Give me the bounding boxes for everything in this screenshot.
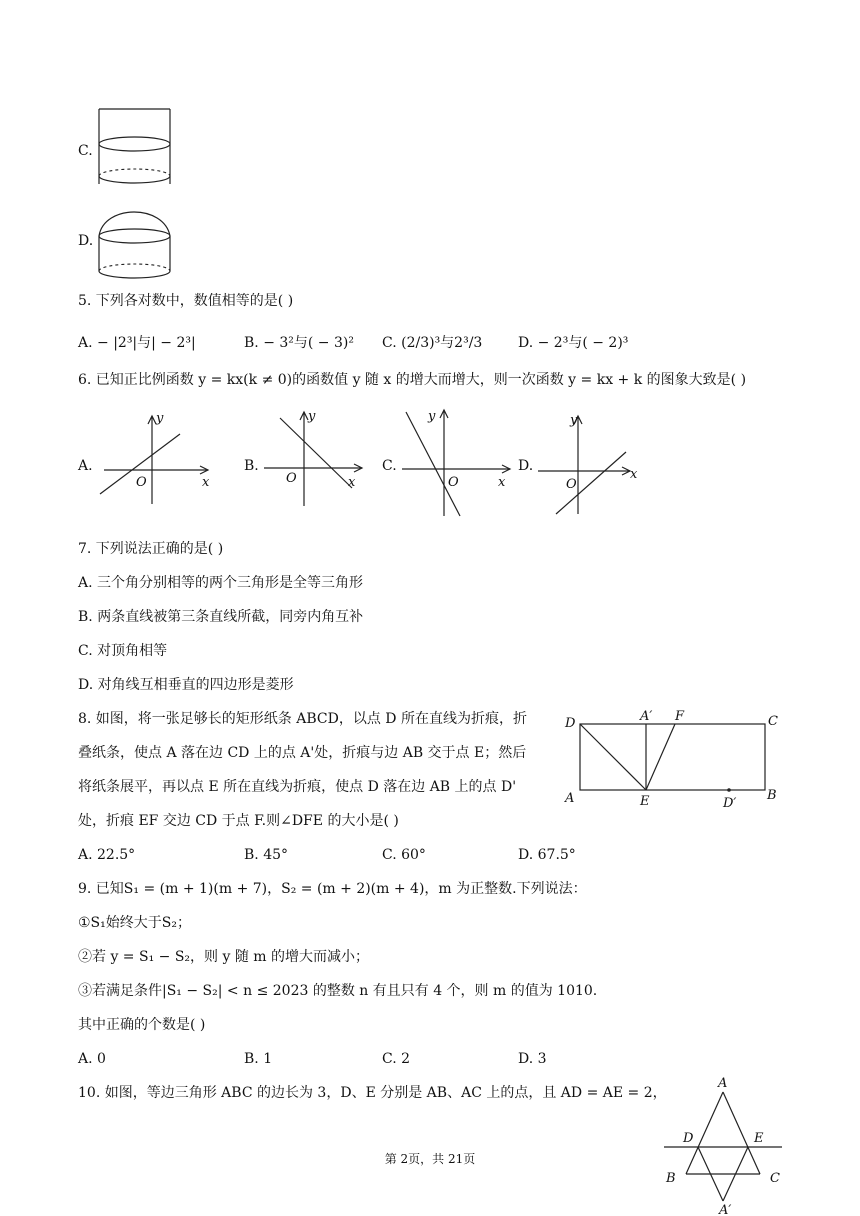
q6-a-y-label: y — [156, 411, 164, 426]
q5-option-c: C. (2/3)³与2³/3 — [382, 335, 483, 351]
q9-statement-1: ①S₁始终大于S₂； — [78, 915, 191, 931]
q6-b-x-label: x — [348, 475, 356, 490]
q6-option-a-graph — [96, 408, 216, 508]
q8-option-b: B. 45° — [244, 847, 289, 863]
q9-statement-3: ③若满足条件|S₁ − S₂| < n ≤ 2023 的整数 n 有且只有 4 个，则 m 的值为 1010. — [78, 983, 598, 999]
q9-option-b: B. 1 — [244, 1051, 273, 1067]
q8-label-b: B — [767, 788, 777, 803]
q4-option-c-label: C. — [78, 143, 93, 159]
q10-label-d: D — [683, 1131, 694, 1146]
q9-option-c: C. 2 — [382, 1051, 411, 1067]
q7-option-d: D. 对角线互相垂直的四边形是菱形 — [78, 677, 294, 693]
q6-option-a-label: A. — [78, 458, 93, 474]
q8-option-c: C. 60° — [382, 847, 426, 863]
q6-option-d-label: D. — [518, 458, 534, 474]
q10-stem: 10. 如图，等边三角形 ABC 的边长为 3，D、E 分别是 AB、AC 上的点，且 AD = AE = 2， — [78, 1085, 667, 1101]
q5-option-b: B. − 3²与( − 3)² — [244, 335, 354, 351]
q6-c-y-label: y — [428, 409, 436, 424]
q7-option-b: B. 两条直线被第三条直线所截，同旁内角互补 — [78, 609, 364, 625]
q6-option-b-graph — [258, 406, 368, 510]
q8-line-4: 处，折痕 EF 交边 CD 于点 F.则∠DFE 的大小是( ) — [78, 813, 399, 829]
q6-stem: 6. 已知正比例函数 y = kx(k ≠ 0)的函数值 y 随 x 的增大而增大，则一次函数 y = kx + k 的图象大致是( ) — [78, 372, 747, 388]
q8-label-c: C — [768, 714, 778, 729]
q7-option-c: C. 对顶角相等 — [78, 643, 168, 659]
q9-statement-2: ②若 y = S₁ − S₂，则 y 随 m 的增大而减小； — [78, 949, 370, 965]
q9-option-a: A. 0 — [78, 1051, 106, 1067]
q8-label-d: D — [565, 716, 576, 731]
q8-label-a-prime: A′ — [640, 709, 653, 724]
q7-stem: 7. 下列说法正确的是( ) — [78, 541, 224, 557]
q8-label-d-prime: D′ — [723, 796, 737, 811]
q6-a-x-label: x — [202, 475, 210, 490]
q6-c-x-label: x — [498, 475, 506, 490]
q5-stem: 5. 下列各对数中，数值相等的是( ) — [78, 293, 294, 309]
q6-d-y-label: y — [570, 413, 578, 428]
q9-option-d: D. 3 — [518, 1051, 547, 1067]
q10-label-e: E — [754, 1131, 764, 1146]
q8-line-2: 叠纸条，使点 A 落在边 CD 上的点 A'处，折痕与边 AB 交于点 E；然后 — [78, 745, 527, 761]
q8-option-a: A. 22.5° — [78, 847, 136, 863]
q8-line-3: 将纸条展平，再以点 E 所在直线为折痕，使点 D 落在边 AB 上的点 D' — [78, 779, 517, 795]
q6-d-origin-label: O — [566, 477, 577, 492]
q4-option-d-figure — [96, 196, 176, 282]
q6-b-origin-label: O — [286, 471, 297, 486]
q8-line-1: 8. 如图，将一张足够长的矩形纸条 ABCD，以点 D 所在直线为折痕，折 — [78, 711, 527, 727]
q8-option-d: D. 67.5° — [518, 847, 576, 863]
q8-label-a: A — [565, 791, 575, 806]
q5-option-a: A. − |2³|与| − 2³| — [78, 335, 196, 351]
q4-option-c-figure — [96, 106, 176, 190]
q6-option-d-graph — [536, 408, 646, 520]
q8-label-e: E — [640, 794, 650, 809]
q9-ask: 其中正确的个数是( ) — [78, 1017, 206, 1033]
q8-figure — [562, 708, 784, 812]
q8-label-f: F — [675, 709, 685, 724]
q7-option-a: A. 三个角分别相等的两个三角形是全等三角形 — [78, 575, 364, 591]
q10-figure — [664, 1074, 784, 1216]
q10-label-a: A — [718, 1076, 728, 1091]
q4-option-d-label: D. — [78, 233, 94, 249]
q9-stem: 9. 已知S₁ = (m + 1)(m + 7)，S₂ = (m + 2)(m + 4)，m 为正整数.下列说法： — [78, 881, 587, 897]
q6-a-origin-label: O — [136, 475, 147, 490]
q10-label-a-prime: A′ — [719, 1203, 732, 1216]
q6-option-c-label: C. — [382, 458, 397, 474]
q6-option-b-label: B. — [244, 458, 259, 474]
q6-d-x-label: x — [630, 467, 638, 482]
q10-label-b: B — [666, 1171, 676, 1186]
q6-c-origin-label: O — [448, 475, 459, 490]
q6-option-c-graph — [398, 404, 516, 520]
q10-label-c: C — [770, 1171, 780, 1186]
q5-option-d: D. − 2³与( − 2)³ — [518, 335, 629, 351]
q6-b-y-label: y — [308, 409, 316, 424]
page-footer: 第 2页，共 21页 — [384, 1152, 476, 1166]
